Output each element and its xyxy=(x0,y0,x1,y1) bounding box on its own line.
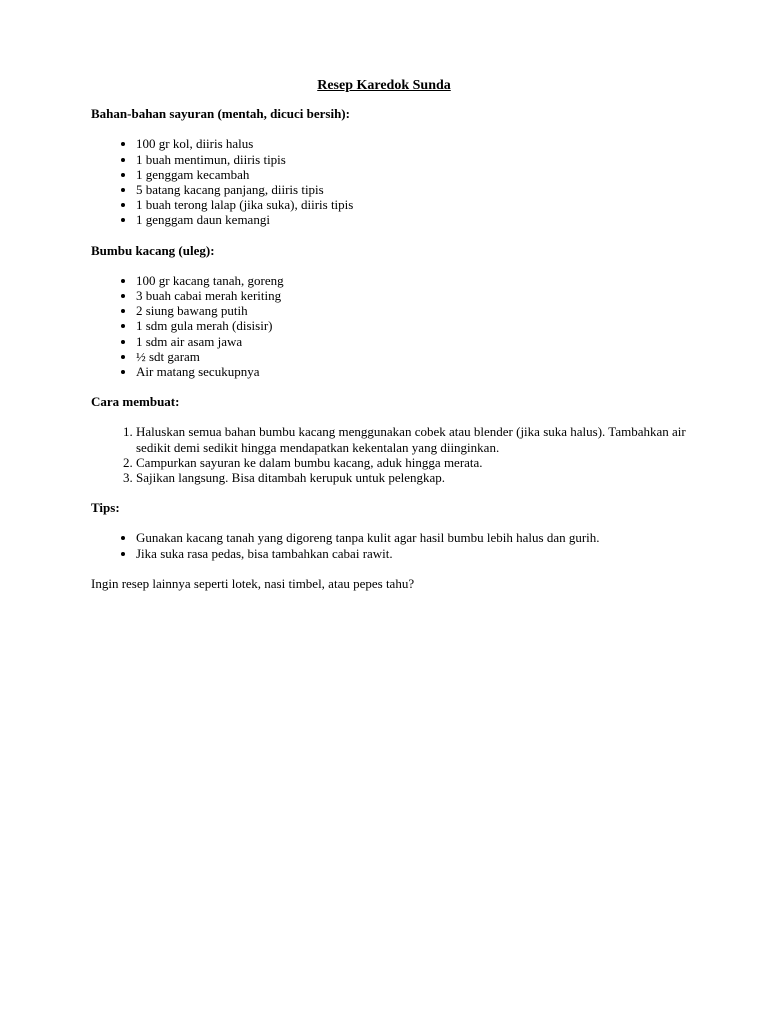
section-heading-bumbu: Bumbu kacang (uleg): xyxy=(91,242,215,258)
step-item: 1. Haluskan semua bahan bumbu kacang menggunakan cobek atau blender (jika suka halus). Tambahkan air sedikit demi sedikit hingga mendapatkan kekentalan yang diinginkan. xyxy=(136,424,691,454)
sayuran-list xyxy=(91,136,691,227)
cara-steps-list xyxy=(91,424,691,485)
section-heading-cara: Cara membuat: xyxy=(91,394,180,410)
list-item: • ½ sdt garam xyxy=(136,349,691,364)
list-item: • 100 gr kol, diiris halus xyxy=(136,136,691,151)
list-item: • Jika suka rasa pedas, bisa tambahkan cabai rawit. xyxy=(136,546,691,561)
list-item: • 100 gr kacang tanah, goreng xyxy=(136,273,691,288)
page-title: Resep Karedok Sunda xyxy=(317,78,451,93)
list-item: • 5 batang kacang panjang, diiris tipis xyxy=(136,182,691,197)
list-item: • 1 buah mentimun, diiris tipis xyxy=(136,152,691,167)
step-item: 3. Sajikan langsung. Bisa ditambah kerupuk untuk pelengkap. xyxy=(136,470,691,485)
document-page xyxy=(91,78,691,591)
bumbu-list xyxy=(91,273,691,379)
closing-text: Ingin resep lainnya seperti lotek, nasi timbel, atau pepes tahu? xyxy=(91,575,415,591)
list-item: • Gunakan kacang tanah yang digoreng tanpa kulit agar hasil bumbu lebih halus dan gurih. xyxy=(136,530,691,545)
section-heading-sayuran: Bahan-bahan sayuran (mentah, dicuci bersih): xyxy=(91,106,350,122)
list-item: • 1 genggam daun kemangi xyxy=(136,212,691,227)
list-item: • 1 buah terong lalap (jika suka), diiris tipis xyxy=(136,197,691,212)
list-item: • 1 sdm gula merah (disisir) xyxy=(136,318,691,333)
list-item: • 1 sdm air asam jawa xyxy=(136,334,691,349)
list-item: • 1 genggam kecambah xyxy=(136,167,691,182)
list-item: • Air matang secukupnya xyxy=(136,364,691,379)
step-item: 2. Campurkan sayuran ke dalam bumbu kacang, aduk hingga merata. xyxy=(136,455,691,470)
section-heading-tips: Tips: xyxy=(91,500,120,516)
tips-list xyxy=(91,530,691,560)
list-item: • 2 siung bawang putih xyxy=(136,303,691,318)
list-item: • 3 buah cabai merah keriting xyxy=(136,288,691,303)
